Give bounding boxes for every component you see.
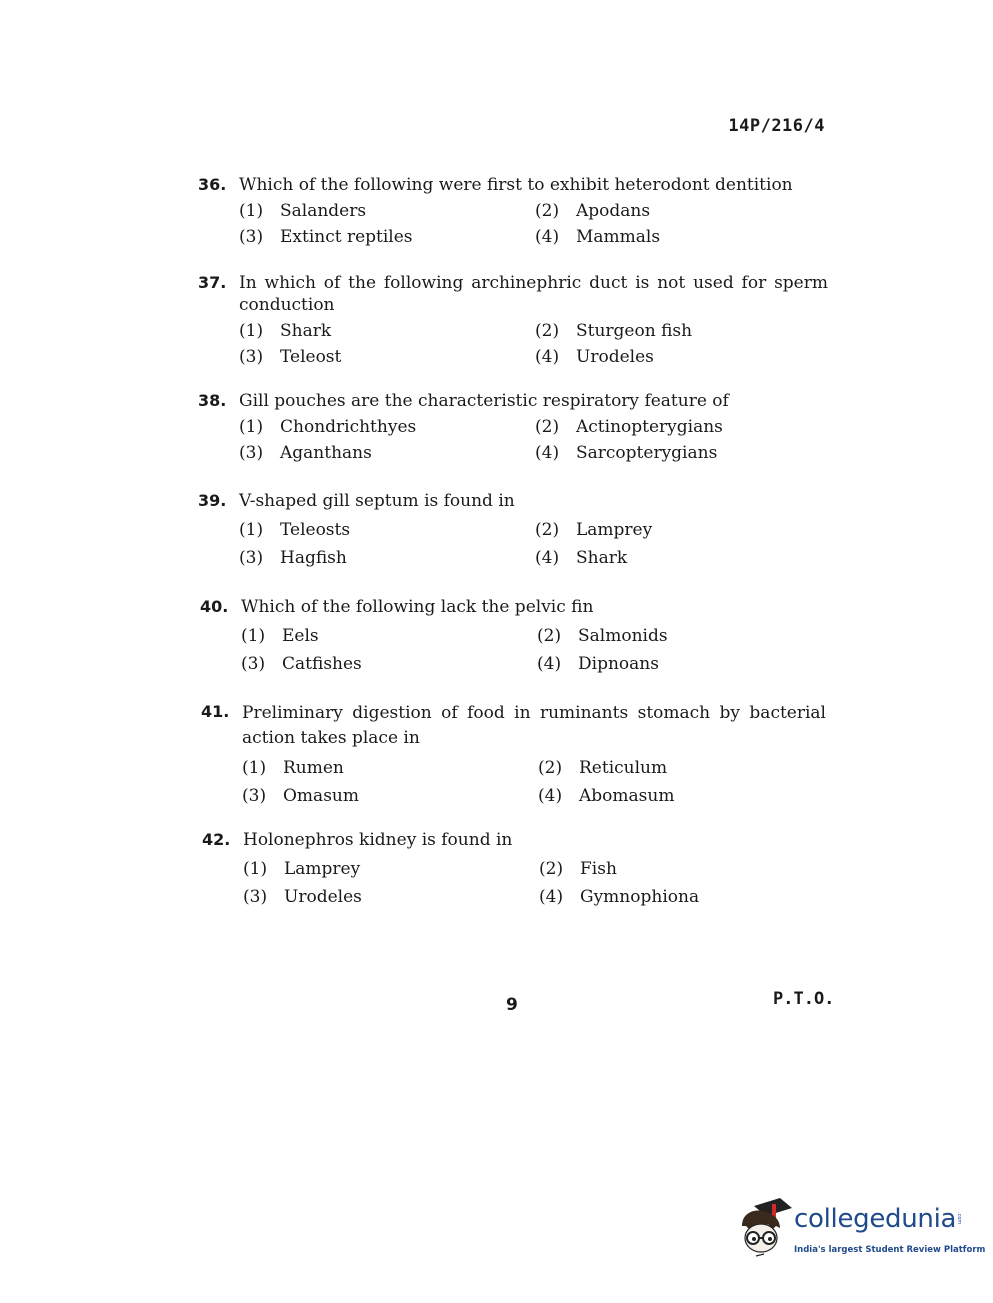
option-text: Chondrichthyes xyxy=(280,417,417,437)
option-text: Urodeles xyxy=(576,347,654,367)
options-grid xyxy=(239,416,828,464)
option-2 xyxy=(535,200,835,222)
option-2 xyxy=(538,757,838,779)
option-3 xyxy=(239,442,535,464)
option-number: (4) xyxy=(539,887,564,907)
option-number: (3) xyxy=(243,887,268,907)
option-number: (1) xyxy=(242,758,267,778)
question-text: Which of the following were first to exhibit heterodont dentition xyxy=(239,175,793,195)
option-number: (3) xyxy=(239,443,264,463)
option-text: Abomasum xyxy=(579,786,675,806)
question-text: Preliminary digestion of food in ruminants stomach by bacterial action takes place in xyxy=(242,703,826,748)
option-number: (4) xyxy=(538,786,563,806)
question-text: V-shaped gill septum is found in xyxy=(239,491,515,511)
option-text: Actinopterygians xyxy=(576,417,723,437)
logo-wordmark: collegedunia xyxy=(794,1204,957,1234)
page-number: 9 xyxy=(506,995,518,1015)
question-36 xyxy=(198,174,828,248)
option-text: Shark xyxy=(280,321,332,341)
option-number: (2) xyxy=(535,201,560,221)
options-grid xyxy=(239,200,828,248)
option-number: (4) xyxy=(535,443,560,463)
options-grid xyxy=(243,858,832,908)
question-number: 42. xyxy=(202,830,231,849)
collegedunia-logo xyxy=(736,1196,986,1266)
option-number: (2) xyxy=(535,417,560,437)
question-text: Which of the following lack the pelvic fin xyxy=(241,597,594,617)
option-number: (4) xyxy=(537,654,562,674)
logo-tagline: India's largest Student Review Platform xyxy=(794,1245,986,1255)
option-text: Eels xyxy=(282,626,319,646)
option-1 xyxy=(239,200,535,222)
option-number: (2) xyxy=(539,859,564,879)
option-3 xyxy=(239,547,535,569)
option-text: Hagfish xyxy=(280,548,347,568)
paper-code: 14P/216/4 xyxy=(728,116,825,136)
option-number: (4) xyxy=(535,227,560,247)
option-number: (2) xyxy=(535,321,560,341)
option-text: Dipnoans xyxy=(578,654,659,674)
option-4 xyxy=(537,653,837,675)
question-41 xyxy=(201,701,826,807)
option-1 xyxy=(239,320,535,342)
option-3 xyxy=(239,346,535,368)
option-text: Teleost xyxy=(280,347,342,367)
option-text: Salanders xyxy=(280,201,367,221)
option-text: Reticulum xyxy=(579,758,668,778)
option-4 xyxy=(539,886,839,908)
option-text: Lamprey xyxy=(284,859,361,879)
option-3 xyxy=(241,653,537,675)
option-text: Sarcopterygians xyxy=(576,443,718,463)
option-1 xyxy=(242,757,538,779)
pto-label: P.T.O. xyxy=(773,989,835,1009)
option-number: (2) xyxy=(537,626,562,646)
option-1 xyxy=(243,858,539,880)
option-4 xyxy=(535,226,835,248)
question-text: In which of the following archinephric duct is not used for sperm conduction xyxy=(239,273,828,315)
option-number: (1) xyxy=(241,626,266,646)
option-text: Shark xyxy=(576,548,628,568)
option-4 xyxy=(535,346,835,368)
question-text: Holonephros kidney is found in xyxy=(243,830,513,850)
option-1 xyxy=(239,416,535,438)
option-text: Gymnophiona xyxy=(580,887,700,907)
question-number: 41. xyxy=(201,702,230,721)
option-3 xyxy=(242,785,538,807)
option-number: (3) xyxy=(242,786,267,806)
logo-domain-suffix: .com xyxy=(956,1212,962,1225)
student-mascot-icon xyxy=(736,1196,792,1258)
option-4 xyxy=(538,785,838,807)
option-number: (1) xyxy=(239,321,264,341)
option-2 xyxy=(535,320,835,342)
option-text: Aganthans xyxy=(280,443,372,463)
question-42 xyxy=(202,829,832,908)
option-2 xyxy=(535,416,835,438)
option-text: Teleosts xyxy=(280,520,351,540)
option-text: Mammals xyxy=(576,227,661,247)
question-40 xyxy=(200,596,830,675)
option-2 xyxy=(537,625,837,647)
option-4 xyxy=(535,442,835,464)
option-number: (1) xyxy=(239,417,264,437)
options-grid xyxy=(239,320,828,368)
option-text: Extinct reptiles xyxy=(280,227,413,247)
question-39 xyxy=(198,490,828,569)
question-37 xyxy=(198,272,828,368)
option-text: Omasum xyxy=(283,786,359,806)
option-text: Rumen xyxy=(283,758,344,778)
question-number: 39. xyxy=(198,491,227,510)
option-1 xyxy=(241,625,537,647)
option-number: (4) xyxy=(535,347,560,367)
option-2 xyxy=(535,519,835,541)
options-grid xyxy=(242,757,826,807)
question-number: 38. xyxy=(198,391,227,410)
option-text: Urodeles xyxy=(284,887,362,907)
question-number: 37. xyxy=(198,273,227,292)
option-number: (3) xyxy=(239,548,264,568)
option-number: (2) xyxy=(535,520,560,540)
option-2 xyxy=(539,858,839,880)
option-3 xyxy=(243,886,539,908)
option-number: (1) xyxy=(239,201,264,221)
question-text: Gill pouches are the characteristic respiratory feature of xyxy=(239,391,729,411)
option-text: Fish xyxy=(580,859,617,879)
option-number: (2) xyxy=(538,758,563,778)
question-38 xyxy=(198,390,828,464)
question-number: 36. xyxy=(198,175,227,194)
option-1 xyxy=(239,519,535,541)
question-number: 40. xyxy=(200,597,229,616)
option-number: (1) xyxy=(239,520,264,540)
option-text: Sturgeon fish xyxy=(576,321,693,341)
option-number: (3) xyxy=(239,227,264,247)
options-grid xyxy=(239,519,828,569)
option-text: Salmonids xyxy=(578,626,668,646)
option-4 xyxy=(535,547,835,569)
option-text: Apodans xyxy=(576,201,651,221)
options-grid xyxy=(241,625,830,675)
option-number: (1) xyxy=(243,859,268,879)
option-number: (4) xyxy=(535,548,560,568)
option-3 xyxy=(239,226,535,248)
option-text: Catfishes xyxy=(282,654,362,674)
option-number: (3) xyxy=(239,347,264,367)
option-text: Lamprey xyxy=(576,520,653,540)
option-number: (3) xyxy=(241,654,266,674)
